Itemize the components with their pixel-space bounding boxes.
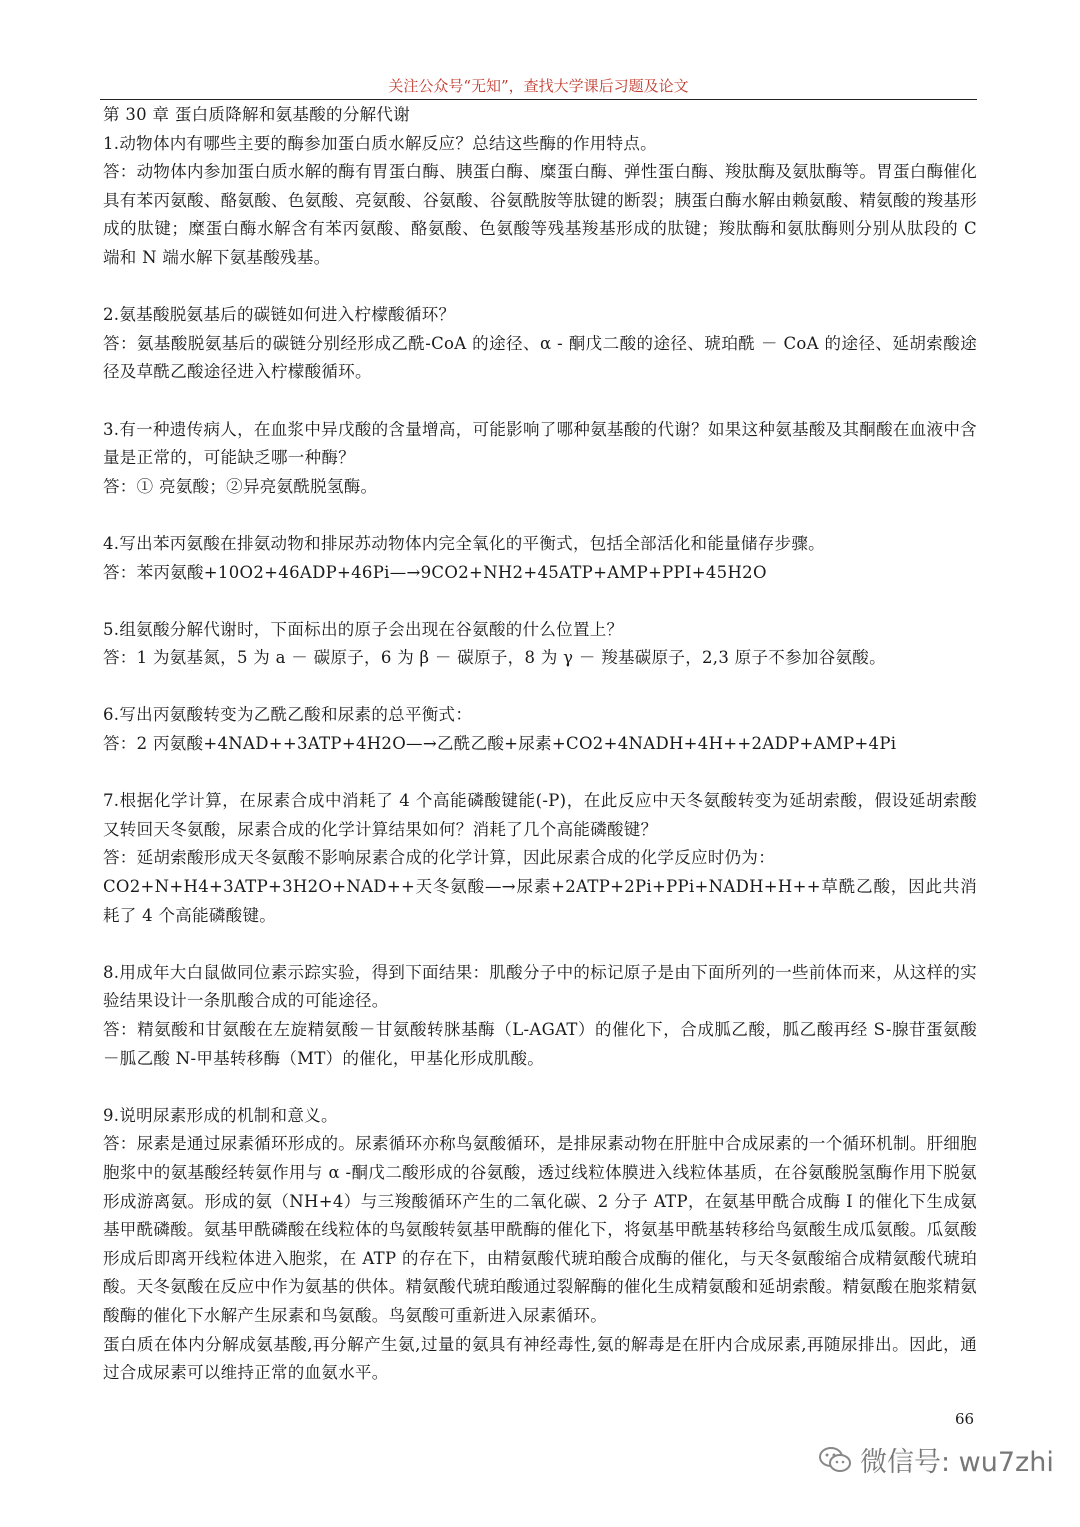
paragraph: 答：精氨酸和甘氨酸在左旋精氨酸－甘氨酸转脒基酶（L-AGAT）的催化下，合成胍乙酸，胍乙酸再经 S-腺苷蛋氨酸－胍乙酸 N-甲基转移酶（MT）的催化，甲基化形成肌酸。 (103, 1020, 977, 1068)
wechat-icon (818, 1445, 852, 1475)
paragraph-gap (103, 673, 977, 702)
paragraph: 答：动物体内参加蛋白质水解的酶有胃蛋白酶、胰蛋白酶、糜蛋白酶、弹性蛋白酶、羧肽酶及氨肽酶等。胃蛋白酶催化具有苯丙氨酸、酪氨酸、色氨酸、亮氨酸、谷氨酸、谷氨酰胺等肽键的断裂；胰蛋白酶水解由赖氨酸、精氨酸的羧基形成的肽键；糜蛋白酶水解含有苯丙氨酸、酪氨酸、色氨酸等残基羧基形成的肽键；羧肽酶和氨肽酶则分别从肽段的 C 端和 N 端水解下氨基酸残基。 (103, 162, 977, 267)
paragraph: 答：1 为氨基氮，5 为 a － 碳原子，6 为 β － 碳原子，8 为 γ － 羧基碳原子，2,3 原子不参加谷氨酸。 (103, 648, 886, 668)
paragraph-gap (103, 930, 977, 959)
paragraph-gap (103, 1073, 977, 1102)
paragraph-gap (103, 273, 977, 302)
paragraph-gap (103, 501, 977, 530)
paragraph: 答：延胡索酸形成天冬氨酸不影响尿素合成的化学计算，因此尿素合成的化学反应时仍为： (103, 848, 775, 868)
wechat-watermark (818, 1440, 1054, 1479)
paragraph-gap (103, 387, 977, 416)
paragraph-gap (103, 759, 977, 788)
paragraph: 答：苯丙氨酸+10O2+46ADP+46Pi—→9CO2+NH2+45ATP+AMP+PPI+45H2O (103, 562, 767, 582)
document-body (103, 101, 977, 1388)
paragraph: 8.用成年大白鼠做同位素示踪实验，得到下面结果：肌酸分子中的标记原子是由下面所列的一些前体而来，从这样的实验结果设计一条肌酸合成的可能途径。 (103, 962, 977, 1011)
paragraph: 5.组氨酸分解代谢时，下面标出的原子会出现在谷氨酸的什么位置上？ (103, 619, 624, 639)
paragraph: 答：2 丙氨酸+4NAD++3ATP+4H2O—→乙酰乙酸+尿素+CO2+4NADH+4H++2ADP+AMP+4Pi (103, 734, 897, 754)
paragraph: 蛋白质在体内分解成氨基酸,再分解产生氨,过量的氨具有神经毒性,氨的解毒是在肝内合成尿素,再随尿排出。因此，通过合成尿素可以维持正常的血氨水平。 (103, 1334, 977, 1383)
paragraph: 7.根据化学计算，在尿素合成中消耗了 4 个高能磷酸键能(-P)，在此反应中天冬氨酸转变为延胡索酸，假设延胡索酸又转回天冬氨酸，尿素合成的化学计算结果如何？消耗了几个高能磷酸键？ (103, 791, 977, 839)
header-divider (100, 99, 977, 100)
paragraph: 9.说明尿素形成的机制和意义。 (103, 1105, 338, 1125)
paragraph: 答：尿素是通过尿素循环形成的。尿素循环亦称鸟氨酸循环，是排尿素动物在肝脏中合成尿素的一个循环机制。肝细胞胞浆中的氨基酸经转氨作用与 α -酮戊二酸形成的谷氨酸，透过线粒体膜进入线粒体基质，在谷氨酸脱氢酶作用下脱氨形成游离氨。形成的氨（NH+4）与三羧酸循环产生的二氧化碳、2 分子 ATP，在氨基甲酰合成酶 I 的催化下生成氨基甲酰磷酸。氨基甲酰磷酸在线粒体的鸟氨酸转氨基甲酰酶的催化下，将氨基甲酰基转移给鸟氨酸生成瓜氨酸。瓜氨酸形成后即离开线粒体进入胞浆，在 ATP 的存在下，由精氨酸代琥珀酸合成酶的催化，与天冬氨酸缩合成精氨酸代琥珀酸。天冬氨酸在反应中作为氨基的供体。精氨酸代琥珀酸通过裂解酶的催化生成精氨酸和延胡索酸。精氨酸在胞浆精氨酸酶的催化下水解产生尿素和鸟氨酸。鸟氨酸可重新进入尿素循环。 (103, 1134, 977, 1325)
paragraph: 3.有一种遗传病人，在血浆中异戊酸的含量增高，可能影响了哪种氨基酸的代谢？如果这种氨基酸及其酮酸在血液中含量是正常的，可能缺乏哪一种酶？ (103, 419, 977, 468)
chapter-title: 第 30 章 蛋白质降解和氨基酸的分解代谢 (103, 105, 411, 124)
paragraph: 答：氨基酸脱氨基后的碳链分别经形成乙酰-CoA 的途径、α - 酮戊二酸的途径、琥珀酰 － CoA 的途径、延胡索酸途径及草酰乙酸途径进入柠檬酸循环。 (103, 333, 977, 382)
paragraph-gap (103, 587, 977, 616)
paragraph: 答：① 亮氨酸；②异亮氨酰脱氢酶。 (103, 476, 378, 496)
paragraph: 4.写出苯丙氨酸在排氨动物和排尿苏动物体内完全氧化的平衡式，包括全部活化和能量储存步骤。 (103, 533, 825, 553)
paragraph: 2.氨基酸脱氨基后的碳链如何进入柠檬酸循环？ (103, 305, 456, 325)
paragraph: 6.写出丙氨酸转变为乙酰乙酸和尿素的总平衡式： (103, 705, 473, 725)
paragraph: 1.动物体内有哪些主要的酶参加蛋白质水解反应？总结这些酶的作用特点。 (103, 133, 657, 153)
paragraph: CO2+N+H4+3ATP+3H2O+NAD++天冬氨酸—→尿素+2ATP+2Pi+PPi+NADH+H++草酰乙酸，因此共消耗了 4 个高能磷酸键。 (103, 877, 977, 925)
page-header: 关注公众号“无知”，查找大学课后习题及论文 (388, 77, 689, 95)
page-number: 66 (955, 1410, 975, 1428)
wechat-id-text: 微信号: wu7zhi (860, 1447, 1054, 1478)
